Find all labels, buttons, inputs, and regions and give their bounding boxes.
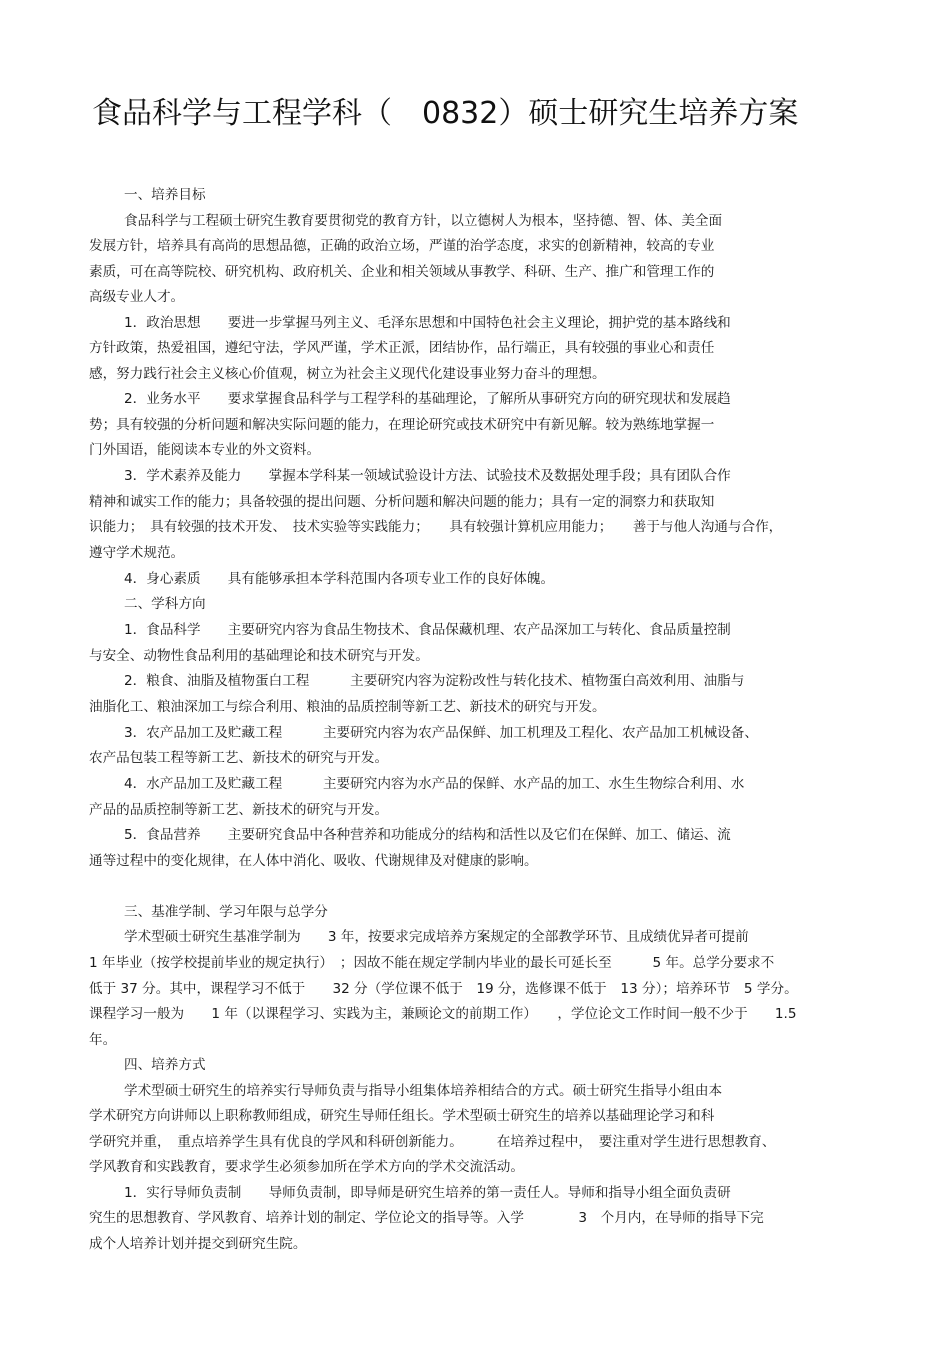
text-line: 学术型硕士研究生基准学制为 3 年，按要求完成培养方案规定的全部教学环节、且成绩优异者可提前 (124, 929, 749, 945)
text-line: 究生的思想教育、学风教育、培养计划的制定、学位论文的指导等。入学 3 个月内，在导师的指导下完 (89, 1210, 764, 1226)
text-line: 食品科学与工程硕士研究生教育要贯彻党的教育方针，以立德树人为根本，坚持德、智、体、美全面 (124, 213, 723, 229)
text-line: 高级专业人才。 (89, 289, 185, 305)
text-line: 感，努力践行社会主义核心价值观，树立为社会主义现代化建设事业努力奋斗的理想。 (89, 366, 606, 382)
text-line: 素质，可在高等院校、研究机构、政府机关、企业和相关领域从事教学、科研、生产、推广和管理工作的 (89, 264, 715, 280)
text-line: 5．食品营养 主要研究食品中各种营养和功能成分的结构和活性以及它们在保鲜、加工、储运、流 (124, 827, 731, 843)
text-line: 3．农产品加工及贮藏工程 主要研究内容为农产品保鲜、加工机理及工程化、农产品加工机械设备、 (124, 725, 758, 741)
text-line: 低于 37 分。其中，课程学习不低于 32 分（学位课不低于 19 分，选修课不低于 13 分）；培养环节 5 学分。 (89, 981, 798, 997)
text-line: 学术研究方向讲师以上职称教师组成，研究生导师任组长。学术型硕士研究生的培养以基础理论学习和科 (89, 1108, 715, 1124)
text-line: 通等过程中的变化规律，在人体中消化、吸收、代谢规律及对健康的影响。 (89, 853, 538, 869)
text-line: 门外国语，能阅读本专业的外文资料。 (89, 442, 321, 458)
text-line: 产品的品质控制等新工艺、新技术的研究与开发。 (89, 802, 389, 818)
text-line: 三、基准学制、学习年限与总学分 (124, 904, 328, 920)
text-line: 识能力； 具有较强的技术开发、 技术实验等实践能力； 具有较强计算机应用能力； 善于与他人沟通与合作， (89, 519, 783, 535)
text-line: 方针政策，热爱祖国，遵纪守法，学风严谨，学术正派，团结协作，品行端正，具有较强的事业心和责任 (89, 340, 715, 356)
text-line: 1 年毕业（按学校提前毕业的规定执行） ；因故不能在规定学制内毕业的最长可延长至 5 年。总学分要求不 (89, 955, 775, 971)
text-line: 一、培养目标 (124, 187, 206, 203)
text-line: 油脂化工、粮油深加工与综合利用、粮油的品质控制等新工艺、新技术的研究与开发。 (89, 699, 606, 715)
document-title: 食品科学与工程学科（ 0832）硕士研究生培养方案 (92, 96, 799, 131)
text-line: 1．政治思想 要进一步掌握马列主义、毛泽东思想和中国特色社会主义理论，拥护党的基本路线和 (124, 315, 731, 331)
text-line: 4．身心素质 具有能够承担本学科范围内各项专业工作的良好体魄。 (124, 571, 555, 587)
text-line: 发展方针，培养具有高尚的思想品德，正确的政治立场，严谨的治学态度，求实的创新精神，较高的专业 (89, 238, 715, 254)
text-line: 农产品包装工程等新工艺、新技术的研究与开发。 (89, 750, 389, 766)
text-line: 学术型硕士研究生的培养实行导师负责与指导小组集体培养相结合的方式。硕士研究生指导小组由本 (124, 1083, 723, 1099)
text-line: 学研究并重， 重点培养学生具有优良的学风和科研创新能力。 在培养过程中， 要注重对学生进行思想教育、 (89, 1134, 776, 1150)
text-line: 年。 (89, 1032, 117, 1048)
text-line: 四、培养方式 (124, 1057, 206, 1073)
text-line: 2．粮食、油脂及植物蛋白工程 主要研究内容为淀粉改性与转化技术、植物蛋白高效利用、油脂与 (124, 673, 745, 689)
text-line: 3．学术素养及能力 掌握本学科某一领域试验设计方法、试验技术及数据处理手段；具有团队合作 (124, 468, 731, 484)
text-line: 2．业务水平 要求掌握食品科学与工程学科的基础理论，了解所从事研究方向的研究现状和发展趋 (124, 391, 731, 407)
text-line: 遵守学术规范。 (89, 545, 185, 561)
text-line: 成个人培养计划并提交到研究生院。 (89, 1236, 307, 1252)
text-line: 1．食品科学 主要研究内容为食品生物技术、食品保藏机理、农产品深加工与转化、食品质量控制 (124, 622, 731, 638)
text-line: 1．实行导师负责制 导师负责制，即导师是研究生培养的第一责任人。导师和指导小组全面负责研 (124, 1185, 731, 1201)
text-line: 势；具有较强的分析问题和解决实际问题的能力，在理论研究或技术研究中有新见解。较为熟练地掌握一 (89, 417, 715, 433)
text-line: 学风教育和实践教育，要求学生必须参加所在学术方向的学术交流活动。 (89, 1159, 524, 1175)
text-line: 4．水产品加工及贮藏工程 主要研究内容为水产品的保鲜、水产品的加工、水生生物综合利用、水 (124, 776, 745, 792)
text-line: 精神和诚实工作的能力；具备较强的提出问题、分析问题和解决问题的能力；具有一定的洞察力和获取知 (89, 494, 715, 510)
text-line: 二、学科方向 (124, 596, 206, 612)
text-line: 课程学习一般为 1 年（以课程学习、实践为主，兼顾论文的前期工作） ，学位论文工作时间一般不少于 1.5 (89, 1006, 797, 1022)
text-line: 与安全、动物性食品利用的基础理论和技术研究与开发。 (89, 648, 429, 664)
